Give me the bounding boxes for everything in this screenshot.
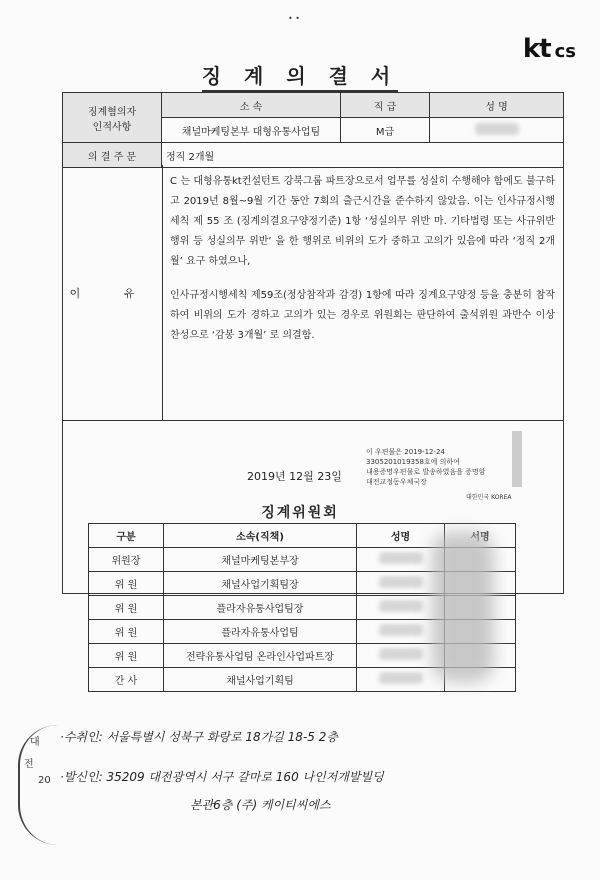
reason-text xyxy=(170,172,555,360)
reason-paragraph-2: 인사규정시행세칙 제59조(정상참작과 감경) 1항에 따라 징계요구양정 등을 충분히 참작하여 비위의 도가 경하고 고의가 있는 경우로 위원회는 판단하여 출석위원 과반수 이상 찬성으로 ‘감봉 3개월’ 로 의결함. xyxy=(170,290,555,341)
decision-label: 의 결 주 문 xyxy=(63,143,162,168)
stamp-barcode xyxy=(512,431,522,487)
logo-cs-text: cs xyxy=(554,41,576,62)
subject-rank: M급 xyxy=(341,118,430,143)
logo-kt-text: kt xyxy=(522,34,551,64)
decision-value: 정직 2개월 xyxy=(162,143,564,168)
committee-row: 간 사 채널사업기획팀 xyxy=(89,668,516,692)
col-rank-header: 직 급 xyxy=(341,93,430,118)
subject-dept: 채널마케팅본부 대형유통사업팀 xyxy=(162,118,341,143)
committee-row: 위 원 플라자유통사업팀 xyxy=(89,620,516,644)
sender-handwriting-line2: 본관6층 (주) 케이티씨에스 xyxy=(190,798,331,812)
committee-row: 위 원 채널사업기획팀장 xyxy=(89,572,516,596)
side-postmark: 대 전 20 xyxy=(18,725,80,845)
committee-header-row: 구분 소속(직책) 성명 xyxy=(89,524,516,548)
reason-label: 이 유 xyxy=(62,165,163,420)
subject-label: 징계혐의자 인적사항 xyxy=(63,93,162,143)
postal-stamp: 이 우편물은 2019-12-24 3305201019358호에 의하여 내용증명우편물로 발송하였음을 증명함 대전교정동우체국장 대한민국 KOREA xyxy=(366,447,524,487)
committee-row: 위 원 플라자유통사업팀장 xyxy=(89,596,516,620)
reason-paragraph-1: C 는 대형유통kt컨설턴트 강북그룹 파트장으로서 업무를 성실히 수행해야 함에도 불구하고 2019년 8월~9월 기간 동안 7회의 출근시간을 준수하지 않았음. 이는 인사규정시행세칙 제 55 조 (징계의결요구양정기준) 1항 ‘성실의무 위반 마. 기타법령 또는 사규위반행위 등 성실의무 위반’ 을 한 행위로 비위의 도가 중하고 고의가 있음에 따라 ‘정직 2개월’ 요구 하였으나, xyxy=(170,176,555,267)
committee-row: 위원장 채널마케팅본부장 xyxy=(89,548,516,572)
signatures-redacted xyxy=(432,532,494,682)
col-dept-header: 소 속 xyxy=(162,93,341,118)
decision-date: 2019년 12월 23일 xyxy=(247,470,342,483)
reason-divider xyxy=(62,420,564,421)
committee-row: 위 원 전략유통사업팀 온라인사업파트장 xyxy=(89,644,516,668)
committee-title: 징계위원회 xyxy=(261,505,339,521)
recipient-handwriting: ·수취인: 서울특별시 성북구 화랑로 18가길 18-5 2층 xyxy=(60,730,338,744)
sender-handwriting-line1: ·발신인: 35209 대전광역시 서구 갈마로 160 나인저개발빌딩 xyxy=(60,770,384,784)
col-name-header: 성 명 xyxy=(430,93,564,118)
scan-dots: • • xyxy=(288,14,300,23)
document-title: 징 계 의 결 서 xyxy=(0,60,600,89)
